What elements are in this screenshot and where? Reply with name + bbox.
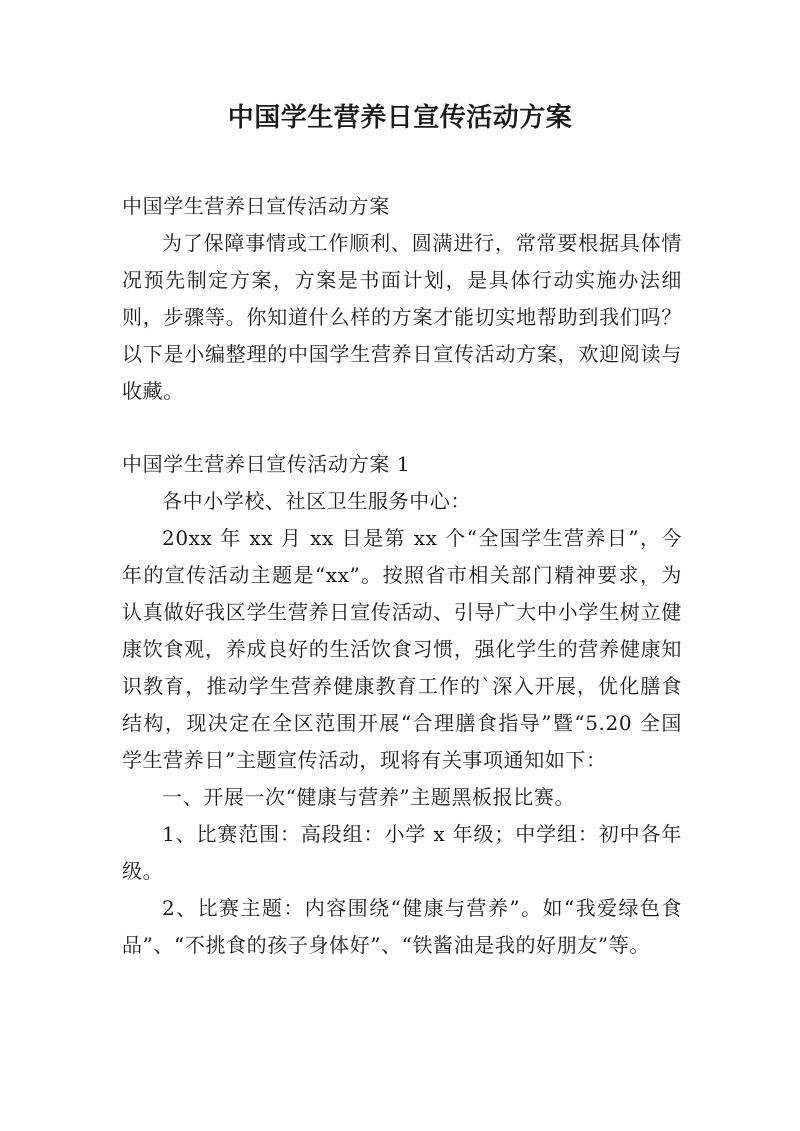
- section-heading: 中国学生营养日宣传活动方案 1: [122, 452, 411, 476]
- document-title: 中国学生营养日宣传活动方案: [227, 103, 573, 133]
- document-body: [122, 188, 682, 964]
- item-scope-paragraph: 1、比赛范围：高段组：小学 x 年级；中学组：初中各年级。: [122, 822, 682, 883]
- item-theme-paragraph: 2、比赛主题：内容围绕“健康与营养”。如“我爱绿色食品”、“不挑食的孩子身体好”、“铁酱油是我的好朋友”等。: [122, 896, 682, 957]
- notice-paragraph: 20xx 年 xx 月 xx 日是第 xx 个“全国学生营养日”，今年的宣传活动主题是“xx”。按照省市相关部门精神要求，为认真做好我区学生营养日宣传活动、引导广大中小学生树立健康饮食观，养成良好的生活饮食习惯，强化学生的营养健康知识教育，推动学生营养健康教育工作的`深入开展，优化膳食结构，现决定在全区范围开展“合理膳食指导”暨“5.20 全国学生营养日”主题宣传活动，现将有关事项通知如下：: [122, 526, 682, 772]
- salutation-paragraph: 各中小学校、社区卫生服务中心：: [162, 489, 471, 513]
- subtitle-paragraph: 中国学生营养日宣传活动方案: [122, 194, 390, 218]
- item-heading-paragraph: 一、开展一次“健康与营养”主题黑板报比赛。: [162, 785, 576, 809]
- intro-paragraph: 为了保障事情或工作顺利、圆满进行，常常要根据具体情况预先制定方案，方案是书面计划，是具体行动实施办法细则，步骤等。你知道什么样的方案才能切实地帮助到我们吗？以下是小编整理的中国学生营养日宣传活动方案，欢迎阅读与收藏。: [122, 231, 682, 403]
